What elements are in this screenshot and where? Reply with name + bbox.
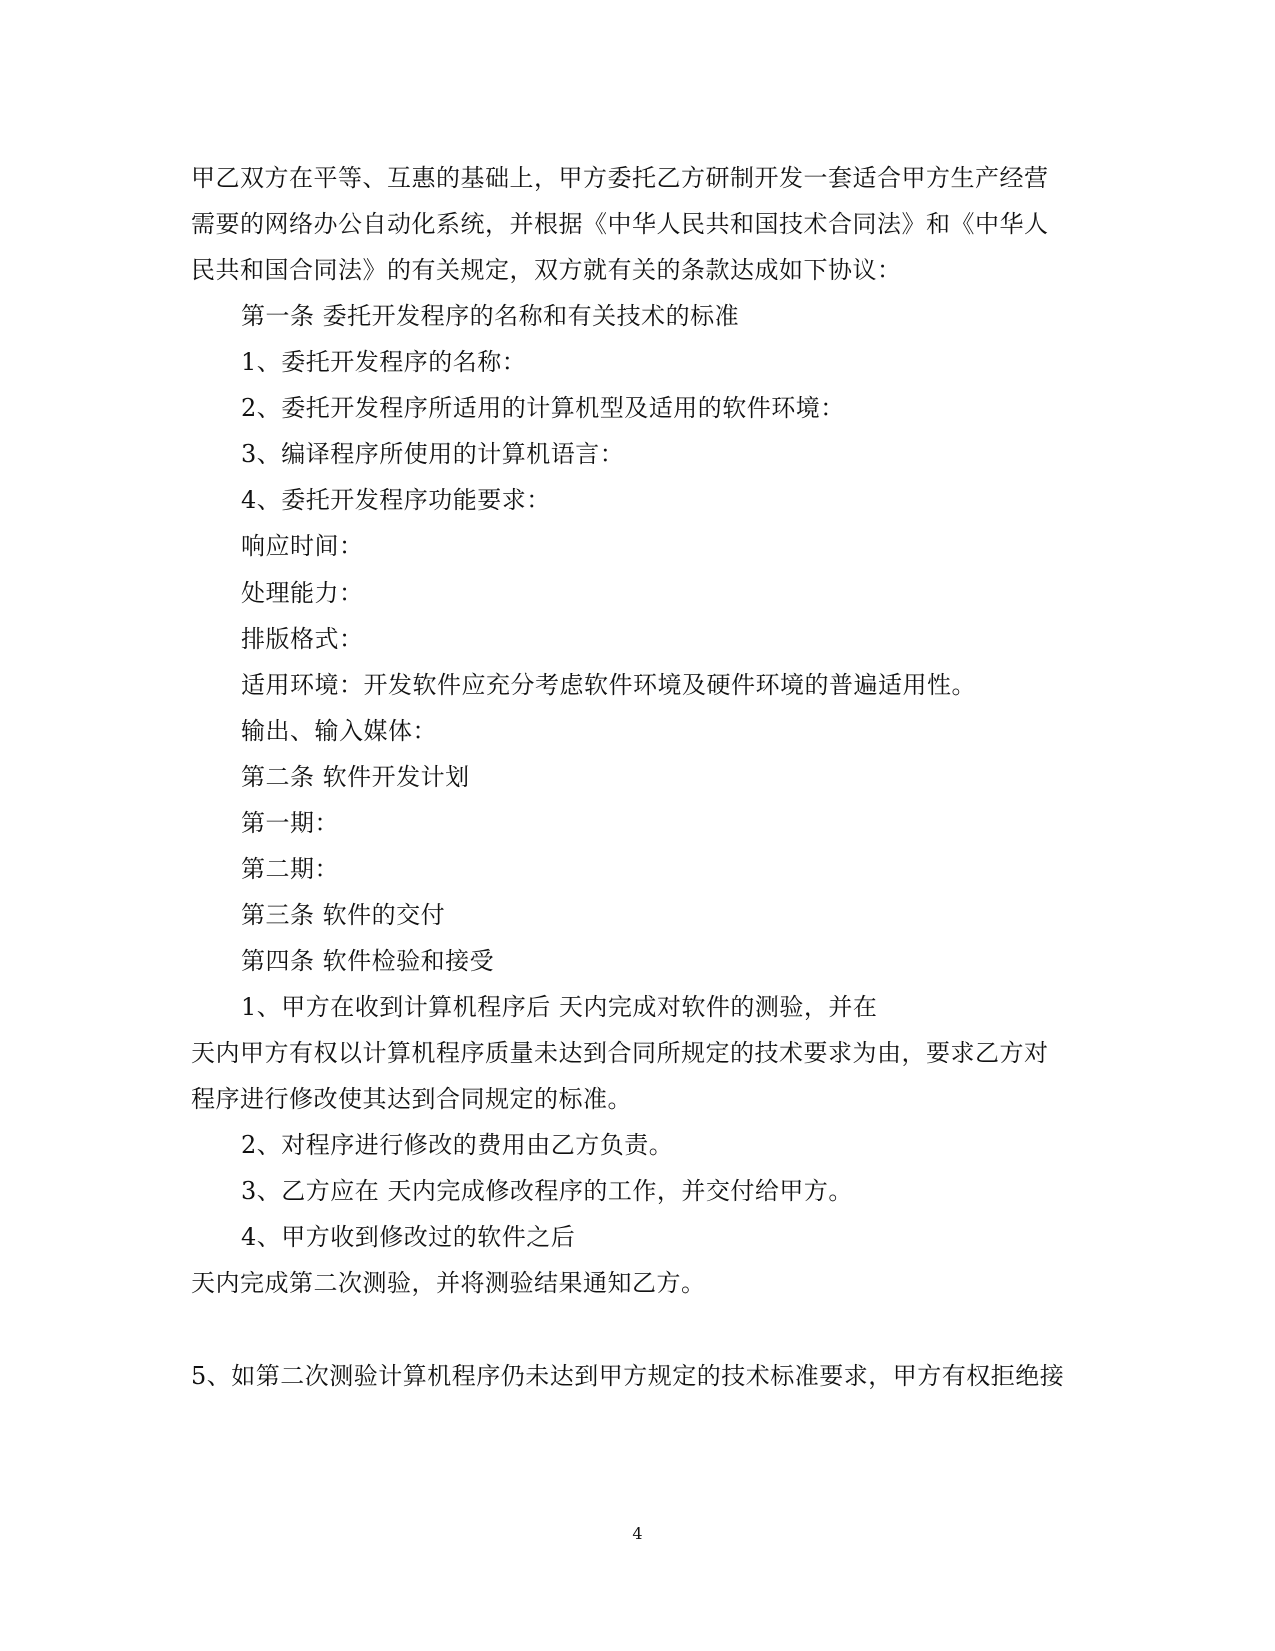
text-line: 需要的网络办公自动化系统，并根据《中华人民共和国技术合同法》和《中华人 — [191, 210, 1049, 238]
text-line: 适用环境：开发软件应充分考虑软件环境及硬件环境的普遍适用性。 — [241, 671, 976, 699]
text-line: 输出、输入媒体： — [241, 717, 437, 745]
text-line: 1、委托开发程序的名称： — [241, 348, 527, 376]
text-line: 4、甲方收到修改过的软件之后 — [241, 1223, 576, 1251]
article-heading: 第四条 软件检验和接受 — [241, 947, 495, 975]
text-line: 第二期： — [241, 855, 339, 883]
text-line: 3、乙方应在 天内完成修改程序的工作，并交付给甲方。 — [241, 1177, 853, 1205]
text-line: 民共和国合同法》的有关规定，双方就有关的条款达成如下协议： — [191, 256, 902, 284]
text-line: 4、委托开发程序功能要求： — [241, 486, 551, 514]
text-line: 天内甲方有权以计算机程序质量未达到合同所规定的技术要求为由，要求乙方对 — [191, 1039, 1049, 1067]
text-line: 程序进行修改使其达到合同规定的标准。 — [191, 1085, 632, 1113]
text-line: 2、对程序进行修改的费用由乙方负责。 — [241, 1131, 674, 1159]
article-heading: 第二条 软件开发计划 — [241, 763, 470, 791]
text-line: 响应时间： — [241, 532, 364, 560]
text-line: 第一期： — [241, 809, 339, 837]
page-number: 4 — [632, 1524, 643, 1543]
text-line: 2、委托开发程序所适用的计算机型及适用的软件环境： — [241, 394, 845, 422]
text-line: 天内完成第二次测验，并将测验结果通知乙方。 — [191, 1269, 706, 1297]
text-line: 处理能力： — [241, 579, 364, 607]
text-line: 甲乙双方在平等、互惠的基础上，甲方委托乙方研制开发一套适合甲方生产经营 — [191, 164, 1049, 192]
text-line: 3、编译程序所使用的计算机语言： — [241, 440, 625, 468]
text-line: 1、甲方在收到计算机程序后 天内完成对软件的测验，并在 — [241, 993, 878, 1021]
text-line: 5、如第二次测验计算机程序仍未达到甲方规定的技术标准要求，甲方有权拒绝接 — [191, 1362, 1065, 1390]
text-line: 排版格式： — [241, 625, 364, 653]
article-heading: 第三条 软件的交付 — [241, 901, 446, 929]
article-heading: 第一条 委托开发程序的名称和有关技术的标准 — [241, 302, 740, 330]
